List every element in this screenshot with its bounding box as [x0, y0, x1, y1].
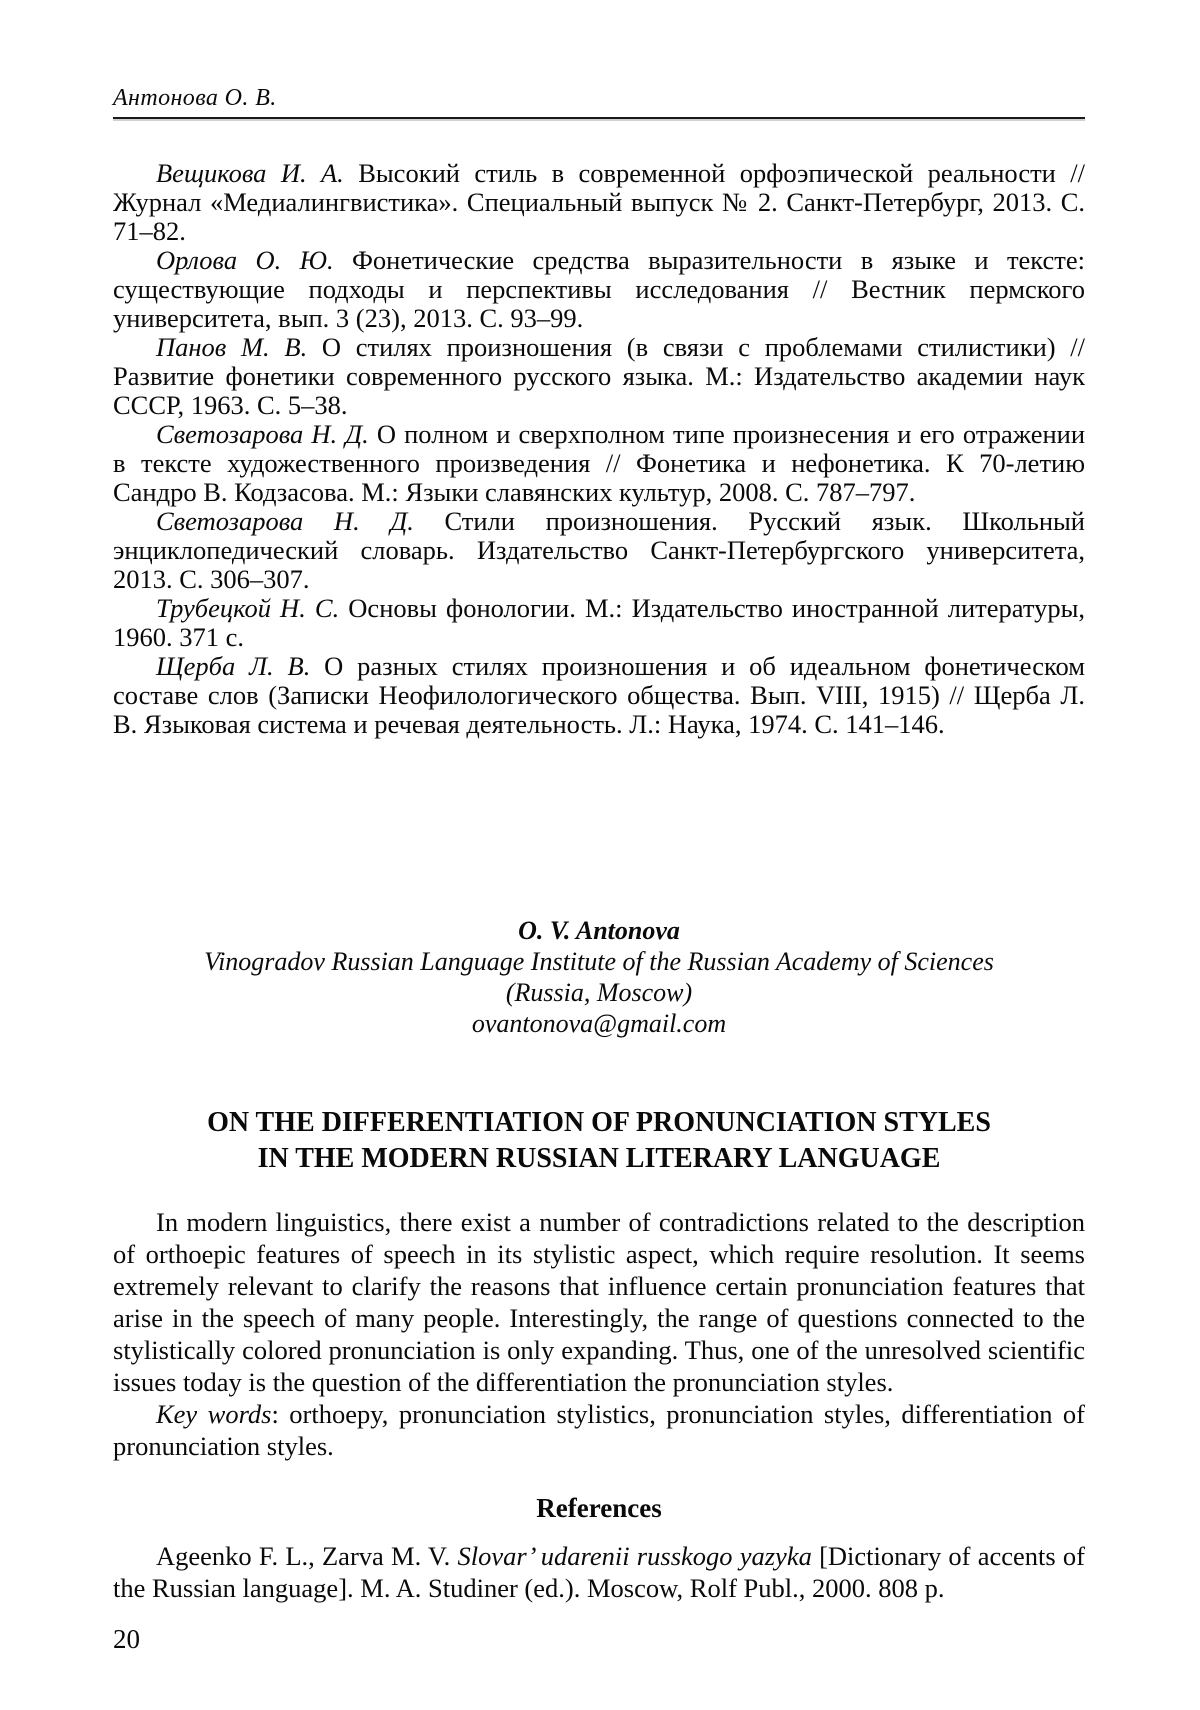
- reference-entry: [113, 333, 1085, 420]
- keywords-label: Key words: [156, 1399, 272, 1429]
- article-title: [113, 1105, 1085, 1177]
- reference-author: Трубецкой Н. С.: [156, 593, 340, 623]
- reference-text: О стилях произношения (в связи с проблемами стилистики) // Развитие фонетики современного русского языка. М.: Издательство академии наук СССР, 1963. С. 5–38.: [113, 332, 1085, 420]
- author-block: [113, 915, 1085, 1039]
- reference-author: Орлова О. Ю.: [156, 245, 334, 275]
- references-heading: References: [536, 1493, 662, 1523]
- reference-text: Основы фонологии. М.: Издательство иностранной литературы, 1960. 371 с.: [113, 593, 1085, 652]
- reference-author: Светозарова Н. Д.: [156, 419, 369, 449]
- author-name: O. V. Antonova: [518, 916, 680, 945]
- reference-authors: Ageenko F. L., Zarva M. V.: [156, 1541, 458, 1571]
- reference-text: О полном и сверхполном типе произнесения и его отражении в тексте художественного произведения // Фонетика и нефонетика. К 70-летию Сандро В. Кодзасова. М.: Языки славянских культур, 2008. С. 787–797.: [113, 419, 1085, 507]
- page-number: 20: [113, 1624, 140, 1654]
- reference-text: Высокий стиль в современной орфоэпической реальности // Журнал «Медиалингвистика». Специальный выпуск № 2. Санкт-Петербург, 2013. С. 71–82.: [113, 158, 1085, 246]
- reference-text: Фонетические средства выразительности в языке и тексте: существующие подходы и перспективы исследования // Вестник пермского университета, вып. 3 (23), 2013. С. 93–99.: [113, 245, 1085, 333]
- reference-author: Вещикова И. А.: [156, 158, 344, 188]
- running-header: [113, 0, 1085, 119]
- reference-details: [Dictionary of accents of the Russian language]. M. A. Studiner (ed.). Moscow, Rolf Publ., 2000. 808 p.: [113, 1541, 1085, 1603]
- reference-entry: [113, 652, 1085, 739]
- reference-entry: [113, 594, 1085, 652]
- reference-title-transliterated: Slovar’ udarenii russkogo yazyka: [457, 1541, 812, 1571]
- reference-text: Стили произношения. Русский язык. Школьный энциклопедический словарь. Издательство Санкт-Петербургского университета, 2013. С. 306–307.: [113, 506, 1085, 594]
- abstract-paragraph: In modern linguistics, there exist a number of contradictions related to the description of orthoepic features of speech in its stylistic aspect, which require resolution. It seems extremely relevant to clarify the reasons that influence certain pronunciation features that arise in the speech of many people. Interestingly, the range of questions connected to the stylistically colored pronunciation is only expanding. Thus, one of the unresolved scientific issues today is the question of the differentiation the pronunciation styles.: [113, 1207, 1085, 1397]
- author-email: ovantonova@gmail.com: [471, 1009, 727, 1038]
- reference-entry: [113, 159, 1085, 246]
- article-title-line-2: IN THE MODERN RUSSIAN LITERARY LANGUAGE: [257, 1143, 941, 1174]
- reference-entry: [113, 507, 1085, 594]
- reference-text: О разных стилях произношения и об идеальном фонетическом составе слов (Записки Неофилологического общества. Вып. VIII, 1915) // Щерба Л. В. Языковая система и речевая деятельность. Л.: Наука, 1974. С. 141–146.: [113, 651, 1085, 739]
- author-location: (Russia, Moscow): [505, 978, 693, 1007]
- header-rule: [113, 117, 1085, 119]
- reference-author: Светозарова Н. Д.: [156, 506, 414, 536]
- reference-entry: [113, 420, 1085, 507]
- keywords-text: : orthoepy, pronunciation stylistics, pronunciation styles, differentiation of pronunciation styles.: [113, 1399, 1085, 1461]
- keywords-paragraph: [113, 1398, 1085, 1462]
- reference-entry: [113, 246, 1085, 333]
- reference-author: Щерба Л. В.: [156, 651, 311, 681]
- reference-entry-en: [113, 1540, 1085, 1604]
- article-title-line-1: ON THE DIFFERENTIATION OF PRONUNCIATION STYLES: [207, 1107, 991, 1138]
- reference-author: Панов М. В.: [156, 332, 308, 362]
- russian-references-section: [113, 159, 1085, 739]
- running-header-author: Антонова О. В.: [113, 85, 277, 111]
- author-affiliation: Vinogradov Russian Language Institute of the Russian Academy of Sciences: [204, 947, 994, 976]
